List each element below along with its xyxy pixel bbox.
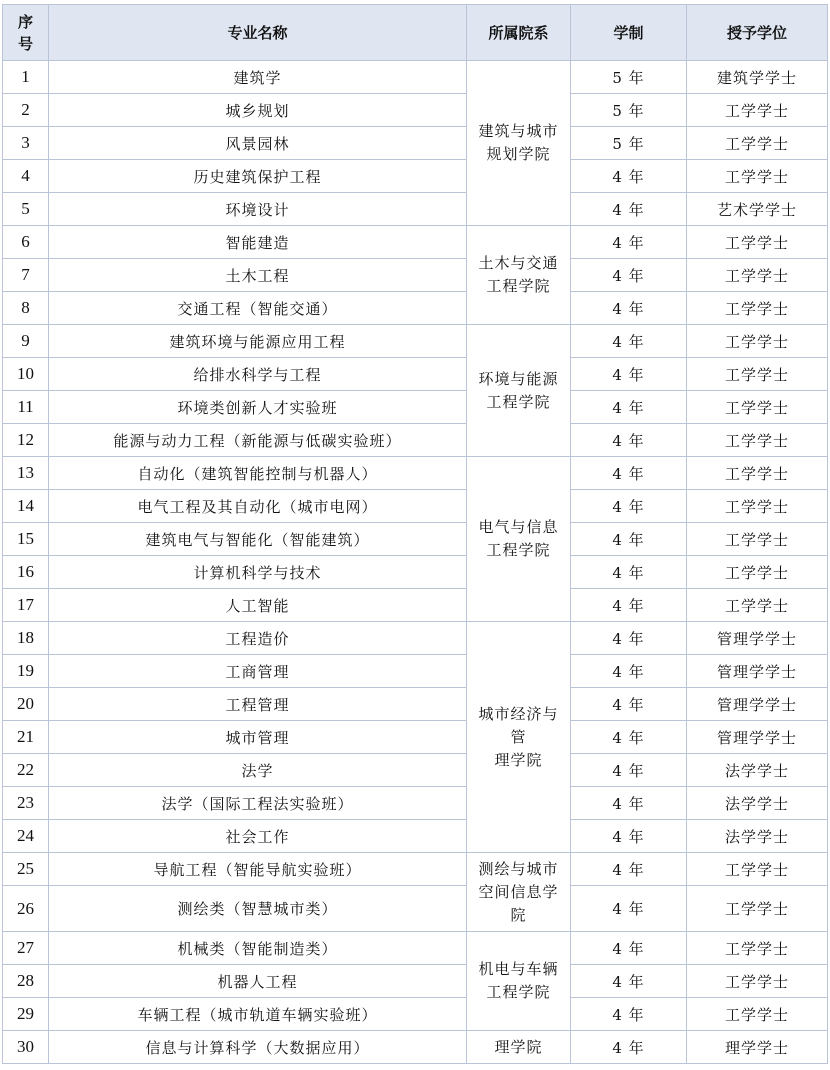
duration: 4 年: [571, 358, 687, 391]
table-row: [3, 886, 828, 932]
duration: 4 年: [571, 622, 687, 655]
table-row: [3, 490, 828, 523]
table-row: [3, 998, 828, 1031]
duration: 4 年: [571, 998, 687, 1031]
row-number: 10: [3, 358, 49, 391]
department-cell: [467, 1031, 571, 1064]
row-number: 15: [3, 523, 49, 556]
major-name: 信息与计算科学（大数据应用）: [49, 1031, 467, 1064]
major-name: 测绘类（智慧城市类）: [49, 886, 467, 932]
row-number: 27: [3, 932, 49, 965]
table-row: [3, 127, 828, 160]
table-row: [3, 61, 828, 94]
department-cell: [467, 61, 571, 226]
major-name: 法学: [49, 754, 467, 787]
row-number: 29: [3, 998, 49, 1031]
row-number: 13: [3, 457, 49, 490]
major-name: 城市管理: [49, 721, 467, 754]
degree: 法学学士: [687, 787, 828, 820]
degree: 艺术学学士: [687, 193, 828, 226]
department-cell: [467, 622, 571, 853]
duration: 4 年: [571, 853, 687, 886]
row-number: 26: [3, 886, 49, 932]
degree: 建筑学学士: [687, 61, 828, 94]
table-row: [3, 523, 828, 556]
duration: 4 年: [571, 721, 687, 754]
department-cell: [467, 226, 571, 325]
degree: 工学学士: [687, 391, 828, 424]
department-line: 城市经济与管: [478, 704, 559, 746]
department-cell: [467, 932, 571, 1031]
duration: 4 年: [571, 965, 687, 998]
department-line: 建筑与城市: [478, 122, 559, 140]
major-name: 环境类创新人才实验班: [49, 391, 467, 424]
duration: 4 年: [571, 820, 687, 853]
table-row: [3, 292, 828, 325]
table-row: [3, 259, 828, 292]
table-row: [3, 853, 828, 886]
major-name: 自动化（建筑智能控制与机器人）: [49, 457, 467, 490]
duration: 5 年: [571, 94, 687, 127]
header-degree: 授予学位: [687, 5, 828, 61]
degree: 工学学士: [687, 226, 828, 259]
row-number: 22: [3, 754, 49, 787]
degree: 工学学士: [687, 424, 828, 457]
row-number: 4: [3, 160, 49, 193]
table-row: [3, 391, 828, 424]
duration: 4 年: [571, 193, 687, 226]
table-row: [3, 655, 828, 688]
degree: 工学学士: [687, 358, 828, 391]
duration: 4 年: [571, 160, 687, 193]
row-number: 16: [3, 556, 49, 589]
row-number: 14: [3, 490, 49, 523]
department-line: 理学院: [494, 750, 543, 769]
major-name: 法学（国际工程法实验班）: [49, 787, 467, 820]
row-number: 24: [3, 820, 49, 853]
duration: 4 年: [571, 457, 687, 490]
row-number: 7: [3, 259, 49, 292]
row-number: 1: [3, 61, 49, 94]
duration: 4 年: [571, 259, 687, 292]
degree: 工学学士: [687, 292, 828, 325]
major-name: 工程造价: [49, 622, 467, 655]
row-number: 11: [3, 391, 49, 424]
major-name: 工商管理: [49, 655, 467, 688]
table-row: [3, 787, 828, 820]
table-row: [3, 358, 828, 391]
department-line: 理学院: [494, 1037, 543, 1056]
row-number: 20: [3, 688, 49, 721]
degree: 法学学士: [687, 754, 828, 787]
department-line: 工程学院: [486, 277, 551, 295]
department-line: 院: [510, 905, 527, 924]
department-line: 机电与车辆: [478, 960, 559, 978]
department-line: 土木与交通: [478, 254, 559, 272]
table-row: [3, 424, 828, 457]
row-number: 6: [3, 226, 49, 259]
major-name: 机械类（智能制造类）: [49, 932, 467, 965]
degree: 工学学士: [687, 886, 828, 932]
table-header-row: [3, 5, 828, 61]
degree: 理学学士: [687, 1031, 828, 1064]
department-line: 工程学院: [486, 541, 551, 559]
duration: 4 年: [571, 556, 687, 589]
degree: 工学学士: [687, 457, 828, 490]
major-name: 给排水科学与工程: [49, 358, 467, 391]
major-name: 能源与动力工程（新能源与低碳实验班）: [49, 424, 467, 457]
major-name: 土木工程: [49, 259, 467, 292]
row-number: 2: [3, 94, 49, 127]
degree: 工学学士: [687, 127, 828, 160]
department-cell: [467, 457, 571, 622]
table-row: [3, 1031, 828, 1064]
duration: 4 年: [571, 424, 687, 457]
degree: 工学学士: [687, 965, 828, 998]
table-row: [3, 226, 828, 259]
table-row: [3, 193, 828, 226]
table-row: [3, 325, 828, 358]
duration: 4 年: [571, 787, 687, 820]
table-row: [3, 622, 828, 655]
department-line: 空间信息学: [478, 882, 559, 901]
duration: 4 年: [571, 523, 687, 556]
major-name: 风景园林: [49, 127, 467, 160]
duration: 4 年: [571, 932, 687, 965]
row-number: 9: [3, 325, 49, 358]
row-number: 5: [3, 193, 49, 226]
department-line: 测绘与城市: [478, 859, 559, 878]
duration: 5 年: [571, 127, 687, 160]
table-row: [3, 457, 828, 490]
degree: 工学学士: [687, 94, 828, 127]
table-row: [3, 556, 828, 589]
department-line: 电气与信息: [478, 518, 559, 536]
major-name: 交通工程（智能交通）: [49, 292, 467, 325]
row-number: 21: [3, 721, 49, 754]
row-number: 28: [3, 965, 49, 998]
degree: 工学学士: [687, 523, 828, 556]
row-number: 8: [3, 292, 49, 325]
header-major-name: 专业名称: [49, 5, 467, 61]
majors-table: [2, 4, 828, 1064]
header-duration: 学制: [571, 5, 687, 61]
department-line: 规划学院: [486, 145, 551, 163]
department-cell: [467, 853, 571, 932]
duration: 5 年: [571, 61, 687, 94]
major-name: 计算机科学与技术: [49, 556, 467, 589]
major-name: 建筑学: [49, 61, 467, 94]
degree: 工学学士: [687, 259, 828, 292]
major-name: 人工智能: [49, 589, 467, 622]
row-number: 12: [3, 424, 49, 457]
major-name: 工程管理: [49, 688, 467, 721]
degree: 工学学士: [687, 160, 828, 193]
degree: 工学学士: [687, 932, 828, 965]
table-row: [3, 965, 828, 998]
major-name: 建筑电气与智能化（智能建筑）: [49, 523, 467, 556]
department-cell: [467, 325, 571, 457]
row-number: 23: [3, 787, 49, 820]
row-number: 18: [3, 622, 49, 655]
degree: 工学学士: [687, 325, 828, 358]
table-row: [3, 754, 828, 787]
major-name: 城乡规划: [49, 94, 467, 127]
row-number: 17: [3, 589, 49, 622]
table-row: [3, 820, 828, 853]
major-name: 电气工程及其自动化（城市电网）: [49, 490, 467, 523]
degree: 管理学学士: [687, 622, 828, 655]
degree: 法学学士: [687, 820, 828, 853]
table-row: [3, 721, 828, 754]
department-line: 工程学院: [486, 392, 551, 411]
table-row: [3, 94, 828, 127]
row-number: 30: [3, 1031, 49, 1064]
table-row: [3, 932, 828, 965]
degree: 工学学士: [687, 589, 828, 622]
degree: 工学学士: [687, 853, 828, 886]
row-number: 25: [3, 853, 49, 886]
major-name: 导航工程（智能导航实验班）: [49, 853, 467, 886]
major-name: 建筑环境与能源应用工程: [49, 325, 467, 358]
duration: 4 年: [571, 589, 687, 622]
table-row: [3, 160, 828, 193]
duration: 4 年: [571, 886, 687, 932]
duration: 4 年: [571, 490, 687, 523]
major-name: 环境设计: [49, 193, 467, 226]
major-name: 机器人工程: [49, 965, 467, 998]
department-line: 环境与能源: [478, 369, 559, 388]
header-seq: 序号: [3, 5, 49, 61]
duration: 4 年: [571, 292, 687, 325]
duration: 4 年: [571, 754, 687, 787]
degree: 管理学学士: [687, 688, 828, 721]
row-number: 3: [3, 127, 49, 160]
degree: 工学学士: [687, 998, 828, 1031]
duration: 4 年: [571, 1031, 687, 1064]
degree: 管理学学士: [687, 721, 828, 754]
duration: 4 年: [571, 226, 687, 259]
header-department: 所属院系: [467, 5, 571, 61]
table-row: [3, 589, 828, 622]
table-row: [3, 688, 828, 721]
degree: 工学学士: [687, 490, 828, 523]
major-name: 历史建筑保护工程: [49, 160, 467, 193]
degree: 管理学学士: [687, 655, 828, 688]
degree: 工学学士: [687, 556, 828, 589]
duration: 4 年: [571, 325, 687, 358]
duration: 4 年: [571, 688, 687, 721]
row-number: 19: [3, 655, 49, 688]
department-line: 工程学院: [486, 983, 551, 1001]
major-name: 车辆工程（城市轨道车辆实验班）: [49, 998, 467, 1031]
duration: 4 年: [571, 391, 687, 424]
duration: 4 年: [571, 655, 687, 688]
major-name: 智能建造: [49, 226, 467, 259]
major-name: 社会工作: [49, 820, 467, 853]
